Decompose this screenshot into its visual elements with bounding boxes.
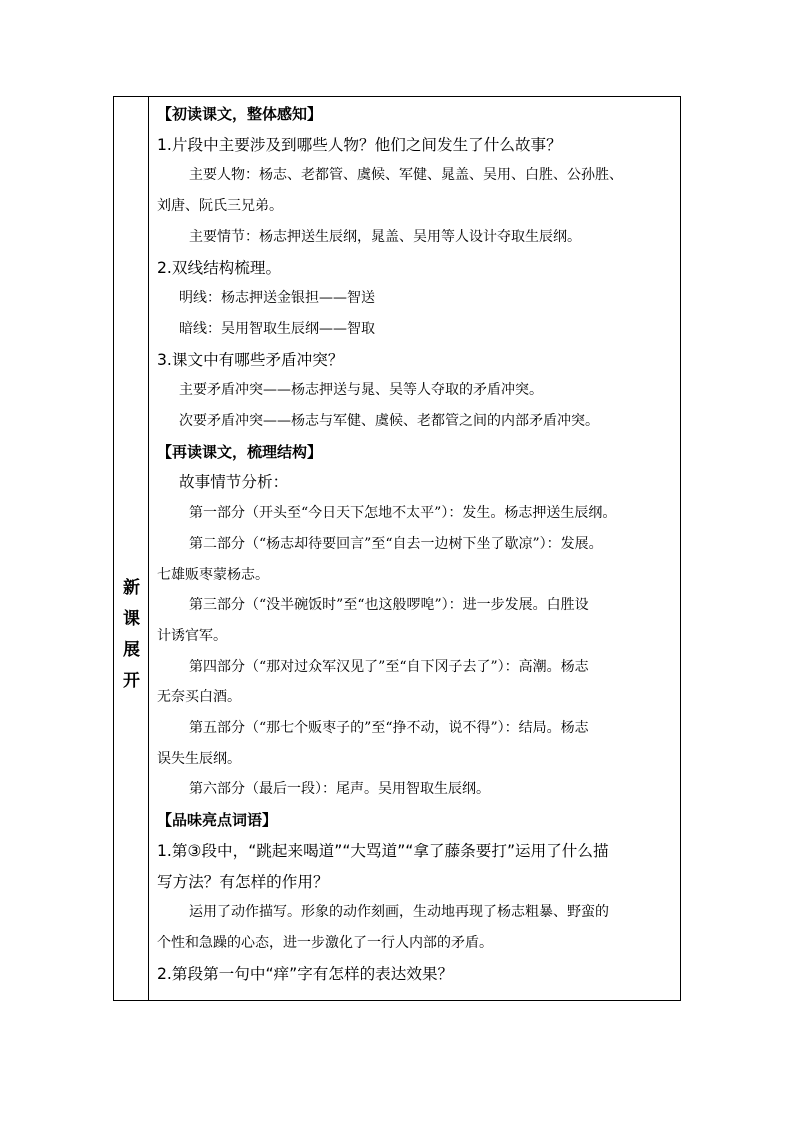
answer-line: 主要情节：杨志押送生辰纲，晁盖、吴用等人设计夺取生辰纲。 xyxy=(189,228,581,245)
section-heading: 【初读课文，整体感知】 xyxy=(157,105,323,123)
answer-line: 主要矛盾冲突——杨志押送与晁、吴等人夺取的矛盾冲突。 xyxy=(179,382,543,399)
answer-line: 运用了动作描写。形象的动作刻画，生动地再现了杨志粗暴、野蛮的 xyxy=(189,904,609,921)
answer-line: 个性和急躁的心态，进一步激化了一行人内部的矛盾。 xyxy=(157,934,493,951)
side-label-char: 开 xyxy=(123,671,140,691)
section-heading: 【品味亮点词语】 xyxy=(157,811,278,830)
answer-line: 第四部分（“那对过众军汉见了”至“自下冈子去了”）：高潮。杨志 xyxy=(189,658,589,675)
question-line: 2.双线结构梳理。 xyxy=(157,258,282,277)
question-line: 2.第段第一句中“痒”字有怎样的表达效果？ xyxy=(157,964,454,983)
question-line: 1.片段中主要涉及到哪些人物？他们之间发生了什么故事？ xyxy=(157,135,562,154)
answer-line: 无奈买白酒。 xyxy=(157,689,241,706)
answer-line: 刘唐、阮氏三兄弟。 xyxy=(157,198,283,215)
side-label-char: 新 xyxy=(123,578,140,598)
question-line: 故事情节分析： xyxy=(179,473,289,492)
answer-line: 第六部分（最后一段）：尾声。吴用智取生辰纲。 xyxy=(189,781,490,798)
question-line: 3.课文中有哪些矛盾冲突？ xyxy=(157,350,344,369)
lesson-table xyxy=(113,96,681,1001)
answer-line: 第二部分（“杨志却待要回言”至“自去一边树下坐了歇凉”）：发展。 xyxy=(189,535,603,552)
content-cell xyxy=(149,97,680,1000)
answer-line: 第三部分（“没半碗饭时”至“也这般啰唣”）：进一步发展。白胜设 xyxy=(189,597,589,614)
section-heading: 【再读课文，梳理结构】 xyxy=(157,442,323,461)
answer-line: 第五部分（“那七个贩枣子的”至“挣不动，说不得”）：结局。杨志 xyxy=(189,720,589,737)
side-label-cell xyxy=(114,97,149,1000)
side-label xyxy=(114,573,149,697)
side-label-char: 课 xyxy=(123,609,140,629)
side-label-char: 展 xyxy=(123,640,140,660)
answer-line: 主要人物：杨志、老都管、虞候、军健、晁盖、吴用、白胜、公孙胜、 xyxy=(189,167,623,184)
answer-line: 七雄贩枣蒙杨志。 xyxy=(157,566,269,583)
answer-line: 计诱官军。 xyxy=(157,627,227,644)
answer-line: 次要矛盾冲突——杨志与军健、虞候、老都管之间的内部矛盾冲突。 xyxy=(179,413,599,430)
answer-line: 第一部分（开头至“今日天下怎地不太平”）：发生。杨志押送生辰纲。 xyxy=(189,505,617,522)
answer-line: 明线：杨志押送金银担——智送 xyxy=(179,290,375,307)
question-line: 写方法？有怎样的作用？ xyxy=(157,872,329,891)
question-line: 1.第③段中，“跳起来喝道”“大骂道”“拿了藤条要打”运用了什么描 xyxy=(157,841,609,860)
answer-line: 暗线：吴用智取生辰纲——智取 xyxy=(179,320,375,337)
answer-line: 误失生辰纲。 xyxy=(157,750,241,767)
